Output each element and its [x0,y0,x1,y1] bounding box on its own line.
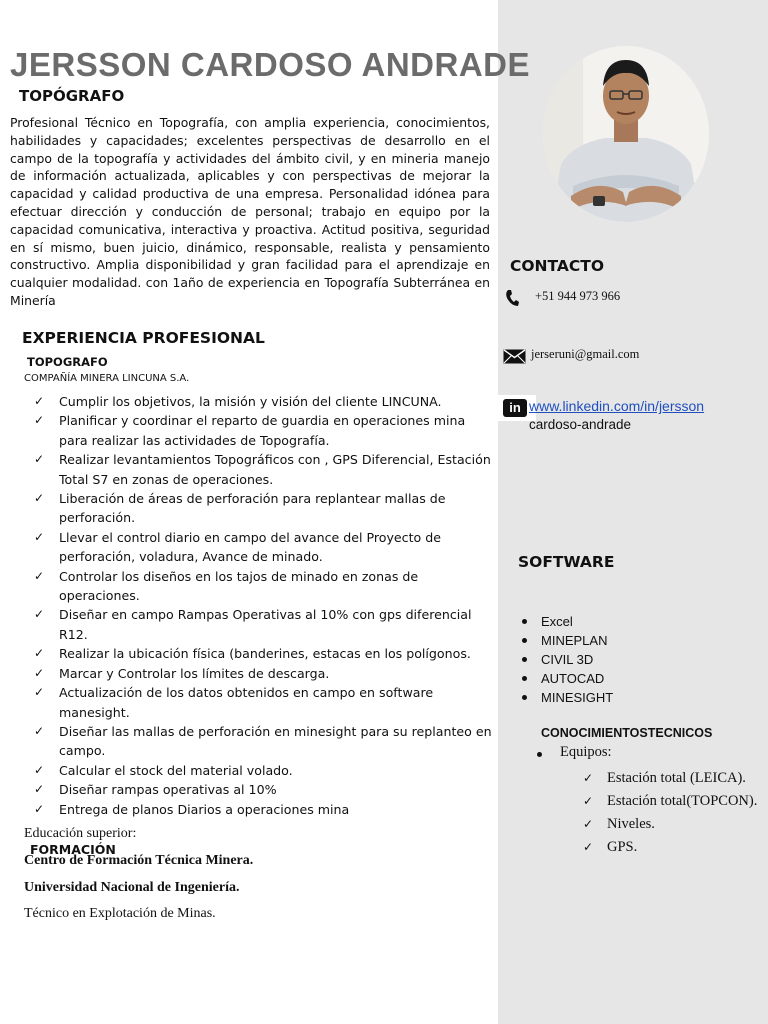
check-icon: ✓ [34,801,45,816]
task-list [34,392,492,819]
software-item: AUTOCAD [522,669,613,688]
check-icon: ✓ [34,491,45,506]
equipment-list [583,767,757,859]
experience-heading: EXPERIENCIA PROFESIONAL [22,329,265,347]
check-icon: ✓ [583,817,594,831]
software-item: MINEPLAN [522,631,613,650]
equipment-item: ✓ Niveles. [583,813,757,836]
email-address[interactable]: jerseruni@gmail.com [531,347,640,361]
task-item: ✓ Llevar el control diario en campo del avance del Proyecto de perforación, voladura, Avance de minado. [34,529,441,565]
check-icon: ✓ [34,394,45,408]
phone-icon [505,289,519,311]
bullet-icon [522,676,527,681]
check-icon: ✓ [34,413,45,428]
software-heading: SOFTWARE [518,553,615,571]
task-item: ✓ Calcular el stock del material volado. [34,761,492,780]
check-icon: ✓ [34,607,45,622]
task-item: ✓ Realizar la ubicación física (banderines, estacas en los polígonos. [34,644,492,663]
equipment-item: ✓ GPS. [583,836,757,859]
phone-number: +51 944 973 966 [535,289,621,303]
candidate-name: JERSSON CARDOSO ANDRADE [10,46,531,83]
check-icon: ✓ [34,568,45,583]
task-item: ✓ Liberación de áreas de perforación para replantear mallas de perforación. [34,491,446,526]
job-company: COMPAÑÍA MINERA LINCUNA S.A. [24,373,190,384]
job-position: TOPOGRAFO [27,355,108,369]
bullet-icon [522,638,527,643]
check-icon: ✓ [583,794,594,808]
software-item: Excel [522,612,613,631]
task-item: ✓ Diseñar las mallas de perforación en minesight para su replanteo en campo. [34,723,492,759]
equipment-item: ✓ Estación total (LEICA). [583,767,757,790]
education-item: Centro de Formación Técnica Minera. [24,853,254,868]
check-icon: ✓ [34,762,45,777]
bullet-icon [522,619,527,624]
envelope-icon [503,349,526,368]
software-item: CIVIL 3D [522,650,613,669]
check-icon: ✓ [34,685,45,700]
linkedin-link-continuation[interactable]: cardoso-andrade [529,417,632,432]
candidate-role: TOPÓGRAFO [19,87,125,105]
education-item: Universidad Nacional de Ingeniería. [24,880,240,895]
task-item: ✓ Realizar levantamientos Topográficos con , GPS Diferencial, Estación Total S7 en zonas de operaciones. [34,452,491,487]
linkedin-link[interactable]: www.linkedin.com/in/jersson [529,398,705,414]
check-icon: ✓ [34,723,45,738]
bullet-icon [522,657,527,662]
education-label: Educación superior: [24,826,137,841]
task-item: ✓ Actualización de los datos obtenidos en campo en software manesight. [34,685,434,720]
linkedin-icon: in [503,399,527,417]
task-item: ✓ Diseñar rampas operativas al 10% [34,780,492,799]
bullet-icon [522,695,527,700]
task-item: ✓ Controlar los diseños en los tajos de minado en zonas de operaciones. [34,568,419,604]
knowledge-heading: CONOCIMIENTOSTECNICOS [541,726,713,740]
bullet-icon [537,752,542,757]
person-portrait-icon [543,46,709,222]
check-icon: ✓ [583,840,594,854]
equipment-label: Equipos: [537,744,612,761]
software-item: MINESIGHT [522,688,613,707]
check-icon: ✓ [34,646,45,661]
task-item: ✓ Cumplir los objetivos, la misión y visión del cliente LINCUNA. [34,392,492,411]
equipment-item: ✓ Estación total(TOPCON). [583,790,757,813]
education-heading: FORMACIÓN [30,842,116,857]
task-item: ✓ Diseñar en campo Rampas Operativas al 10% con gps diferencial R12. [34,607,472,642]
profile-summary: Profesional Técnico en Topografía, con amplia experiencia, conocimientos, habilidades y capacidades; excelentes perspectivas de desarrollo en el campo de la topografía y actividades del ámbito civil, y en mineria manejo de información actualizada, aplicables y con perspectivas de mejorar la capacidad y calidad productiva de una empresa. Personalidad idónea para efectuar dirección y conducción de personal; trabajo en equipo por la capacidad comunicativa, interactiva y proactiva. Actitud positiva, seguridad en sí mismo, buen juicio, dinámico, responsable, realista y pensamiento constructivo. Amplia disponibilidad y gran facilidad para el aprendizaje en cualquier modalidad. con 1año de experiencia en Topografía Subterránea en Minería [10,115,490,308]
task-item: ✓ Planificar y coordinar el reparto de guardia en operaciones mina para realizar las actividades de Topografía. [34,413,466,448]
task-item: ✓ Entrega de planos Diarios a operaciones mina [34,800,492,819]
check-icon: ✓ [583,771,594,785]
check-icon: ✓ [34,665,45,680]
task-item: ✓ Marcar y Controlar los límites de descarga. [34,664,492,683]
education-item: Técnico en Explotación de Minas. [24,906,216,921]
check-icon: ✓ [34,782,45,797]
profile-photo [543,46,709,222]
contact-heading: CONTACTO [510,257,605,275]
check-icon: ✓ [34,529,45,544]
check-icon: ✓ [34,452,45,467]
software-list [522,612,613,707]
